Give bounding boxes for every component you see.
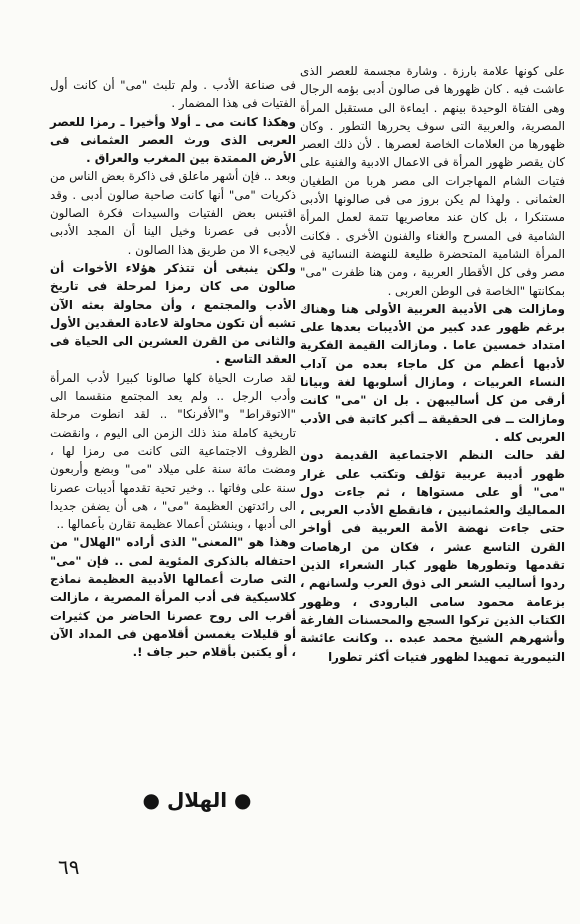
article-paragraph: وبعد .. فإن أشهر ماعلق فى ذاكرة بعض الناس من ذكريات "مى" أنها كانت صاحبة صالون أدبى . وقد اقتبس بعض الفتيات والسيدات فكرة الصالون الأدبى فى عصرنا وخيل الينا أن المجد الأدبى لايجىء الا من طريق هذا الصالون . [50,169,296,257]
article-column-right [300,62,565,666]
article-signature: ● الهلال ● [142,788,252,812]
page-number: ٦٩ [58,855,80,879]
article-paragraph: لقد حالت النظم الاجتماعية القديمة دون ظهور أديبة عربية تؤلف وتكتب على غرار "مى" أو على مستواها ، ثم جاءت دول المماليك والعثمانيين ، فانقطع الأدب العربى ، حتى جاءت نهضة الأمة العربية فى أواخر القرن التاسع عشر ، فكان من ارهاصات تقدمها وتطورها ظهور كبار الشعراء الذين ردوا أساليب الشعر الى ذوق العرب ولسانهم ، بزعامة محمود سامى البارودى ، وظهور الكتاب الذين تركوا السجع والمحسنات الفارغة وأشهرهم الشيخ محمد عبده .. وكانت عائشة التيمورية تمهيدا لظهور فتيات أكثر تطورا [300,448,565,664]
article-paragraph: ومازالت هى الأديبة العربية الأولى هنا وهناك برغم ظهور عدد كبير من الأديبات بعدها على امتداد خمسين عاما . ومازالت القيمة الفكرية لأدبها أعظم من كل ماجاء بعده من آداب النساء العربيات ، ومازال أسلوبها لغة وبيانا أرقى من كل أساليبهن . بل ان "مى" كانت ومازالت ــ فى الحقيقة ــ أكبر كاتبة فى الأدب العربى كله . [300,301,565,444]
article-paragraph: لقد صارت الحياة كلها صالونا كبيرا لأدب المرأة وأدب الرجل .. ولم يعد المجتمع منقسما الى "الاتوقراط" و"الأفرنكا" .. لقد انطوت مرحلة تاريخية كاملة منذ ذلك الزمن الى اليوم ، وانقضت الظروف الاجتماعية التى كانت مى رمزا لها ، ومضت مائة سنة على ميلاد "مى" وبضع وأربعون سنة على وفاتها .. وخير تحية تقدمها أديبات عصرنا الى رائدتهن العظيمة "مى" ، هى أن يضفن جديدا الى أدبها ، وينشئن أعمالا عظيمة تقارن بأعمالها .. [50,370,296,532]
article-paragraph: على كونها علامة بارزة . وشارة مجسمة للعصر الذى عاشت فيه . كان ظهورها فى صالون أدبى بؤمه الرجال وهى الفتاة الوحيدة بينهم . ايماءة الى مستقبل المرأة المصرية، والعربية التى سوف يحررها التطور . وكان ظهورها من العلامات الخاصة لعصرها . لأن ذلك العصر كان يقصر ظهور المرأة فى الاعمال الادبية والفنية على فتيات الشام المهاجرات الى مصر هربا من الطغيان العثمانى . ولهذا لم يكن بروز مى فى صالونها الأدبى مستنكرا ، بل كان عند معاصريها تتمة لعمل المرأة الشامية فى المسرح والغناء والفنون الأخرى . فكانت المرأة الشامية المتحضرة طليعة للنهضة النسائية فى مصر وفى كل الأقطار العربية ، ومن هنا ظفرت "مى" بمكانتها "الخاصة فى الوطن العربى . [300,64,565,298]
article-paragraph: فى صناعة الأدب . ولم تلبث "مى" أن كانت أول الفتيات فى هذا المضمار . [50,78,296,111]
article-column-left [50,76,296,662]
article-paragraph: وهذا هو "المعنى" الذى أراده "الهلال" من احتفاله بالذكرى المئوية لمى .. فإن "مى" التى صارت أعمالها الأدبية العظيمة نماذج كلاسيكية فى أدب المرأة المصرية ، مازالت أقرب الى روح عصرنا الحاضر من كثيرات أو قليلات يغمسن أقلامهن فى المداد الآن ، أو يكتبن بأقلام حبر جاف !. [50,535,296,660]
article-paragraph: ولكن ينبغى أن تتذكر هؤلاء الأخوات أن صالون مى كان رمزا لمرحلة فى تاريخ الأدب والمجتمع ، وأن محاولة بعثه الآن تشبه أن تكون محاولة لاعادة العقدين الأول والثانى من القرن العشرين الى الحياة فى العقد التاسع . [50,260,296,367]
article-paragraph: وهكذا كانت مى ـ أولا وأخيرا ـ رمزا للعصر العربى الذى ورث العصر العثمانى فى الأرض الممتدة بين المغرب والعراق . [50,114,296,166]
